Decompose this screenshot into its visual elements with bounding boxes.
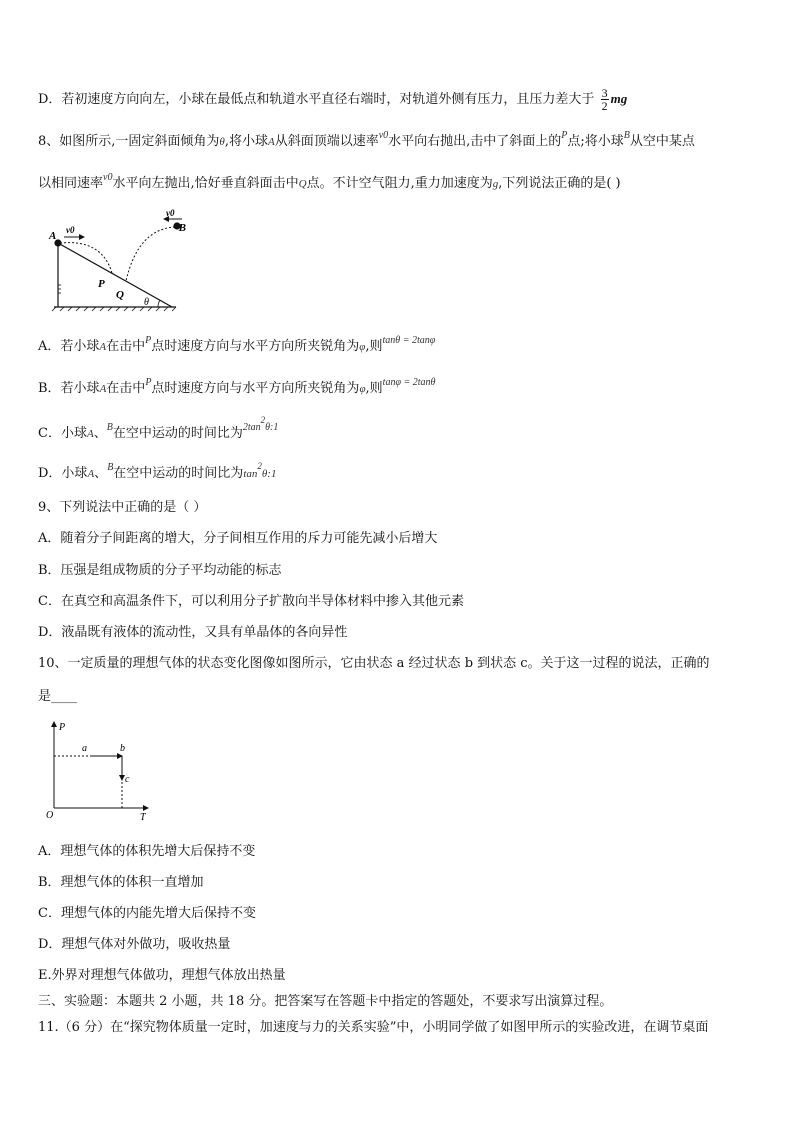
point-p-symbol: P [145, 335, 152, 346]
ball-a-symbol: A [99, 341, 107, 353]
option-text: ,则 [365, 381, 383, 396]
fraction-denominator: 2 [601, 99, 608, 113]
option-text: 点时速度方向与水平方向所夹锐角为 [151, 339, 360, 354]
q8-stem-text: ,下列说法正确的是( ) [498, 176, 621, 191]
exponent: 2 [257, 461, 262, 471]
ball-b-symbol: B [106, 422, 113, 433]
point-q-symbol: Q [298, 178, 307, 190]
three-halves-fraction [601, 87, 609, 112]
q9-option-c: C．在真空和高温条件下，可以利用分子扩散向半导体材料中掺入其他元素 [38, 594, 464, 609]
ball-b-symbol: B [623, 130, 630, 141]
label-v0-b: v0 [166, 208, 175, 218]
q8-option-c [38, 415, 279, 444]
q8-stem-text: 从斜面顶端以速率 [274, 134, 379, 149]
option-text: ,则 [365, 339, 383, 354]
v0-symbol: v0 [378, 130, 389, 141]
q10-stem-line2: 是____ [38, 689, 78, 704]
q10-option-c: C．理想气体的内能先增大后保持不变 [38, 906, 256, 921]
equation: tanθ = 2tanφ [382, 335, 436, 346]
option-text: A．若小球 [38, 339, 100, 354]
q8-stem-line2 [38, 172, 621, 194]
option-text: 在空中运动的时间比为 [113, 466, 244, 481]
label-theta: θ [144, 297, 149, 308]
label-p: P [59, 722, 66, 733]
q7-option-d-text: D．若初速度方向向左，小球在最低点和轨道水平直径右端时，对轨道外侧有压力，且压力差大于 [38, 92, 595, 107]
ball-a-symbol: A [86, 428, 94, 440]
option-text: B．若小球 [38, 381, 100, 396]
q8-stem-text: ,将小球 [224, 134, 268, 149]
q8-option-a [38, 335, 436, 357]
q10-option-d: D．理想气体对外做功，吸收热量 [38, 937, 231, 952]
q8-incline-figure [44, 205, 184, 313]
label-c: c [125, 774, 130, 785]
q8-stem-line1 [38, 130, 695, 152]
ball-b-symbol: B [107, 462, 114, 473]
q8-stem-text: 水平向左抛出,恰好垂直斜面击中 [112, 176, 299, 191]
section-3-title: 三、实验题：本题共 2 小题，共 18 分。把答案写在答题卡中指定的答题处，不要求写出演算过程。 [38, 994, 613, 1009]
option-text: 在击中 [106, 381, 146, 396]
ball-a-symbol: A [87, 468, 95, 480]
option-text: 在空中运动的时间比为 [112, 426, 243, 441]
q8-stem-text: 以相同速率 [38, 176, 104, 191]
q8-stem-text: 从空中某点 [629, 134, 695, 149]
option-text: 点时速度方向与水平方向所夹锐角为 [151, 381, 360, 396]
equation: tan [243, 468, 258, 480]
label-b: B [178, 222, 186, 234]
q8-stem-text: 8、如图所示,一固定斜面倾角为 [38, 134, 220, 149]
q9-option-d: D．液晶既有液体的流动性，又具有单晶体的各向异性 [38, 625, 348, 640]
q11-stem: 11.（6 分）在“探究物体质量一定时，加速度与力的关系实验”中，小明同学做了如图甲所示的实验改进，在调节桌面 [38, 1020, 709, 1035]
separator: 、 [93, 426, 107, 441]
point-p-symbol: P [561, 130, 568, 141]
label-t: T [140, 812, 146, 823]
mg-symbol: mg [610, 91, 628, 106]
label-a: A [49, 230, 57, 242]
theta-symbol: θ [219, 136, 225, 148]
option-text: C．小球 [38, 426, 87, 441]
q8-stem-text: 点;将小球 [567, 134, 624, 149]
q8-stem-text: 水平向右抛出,击中了斜面上的 [388, 134, 562, 149]
q7-option-d [38, 87, 627, 112]
label-v0-a: v0 [66, 225, 75, 235]
point-p-symbol: P [145, 377, 152, 388]
option-text: D．小球 [38, 466, 88, 481]
q8-option-d [38, 461, 277, 484]
label-a: a [82, 743, 87, 754]
q10-pt-graph [44, 718, 156, 824]
ball-a-symbol: A [99, 383, 107, 395]
separator: 、 [94, 466, 108, 481]
q10-stem-line1: 10、一定质量的理想气体的状态变化图像如图所示，它由状态 a 经过状态 b 到状态 c。关于这一过程的说法，正确的 [38, 656, 710, 671]
q10-option-e: E.外界对理想气体做功，理想气体放出热量 [38, 968, 286, 983]
q9-stem: 9、下列说法中正确的是（ ） [38, 500, 207, 515]
label-q: Q [116, 289, 124, 301]
v0-symbol: v0 [103, 172, 113, 183]
q10-option-b: B．理想气体的体积一直增加 [38, 875, 204, 890]
equation: 2tan [242, 422, 261, 433]
exponent: 2 [260, 415, 266, 425]
option-text: 在击中 [106, 339, 146, 354]
label-p: P [98, 278, 105, 290]
q8-stem-text: 点。不计空气阻力,重力加速度为 [306, 176, 493, 191]
equation: θ:1 [261, 468, 277, 480]
equation: tanφ = 2tanθ [382, 377, 436, 388]
phi-symbol: φ [359, 341, 366, 353]
q10-option-a: A．理想气体的体积先增大后保持不变 [38, 844, 256, 859]
label-b: b [120, 743, 125, 754]
ball-a-symbol: A [267, 136, 275, 148]
q8-option-b [38, 377, 436, 399]
phi-symbol: φ [359, 383, 366, 395]
equation: θ:1 [265, 422, 279, 433]
fraction-numerator: 3 [601, 86, 608, 100]
q9-option-a: A．随着分子间距离的增大，分子间相互作用的斥力可能先减小后增大 [38, 531, 438, 546]
g-symbol: g [492, 178, 499, 190]
q9-option-b: B．压强是组成物质的分子平均动能的标志 [38, 563, 282, 578]
label-o: O [46, 810, 54, 821]
